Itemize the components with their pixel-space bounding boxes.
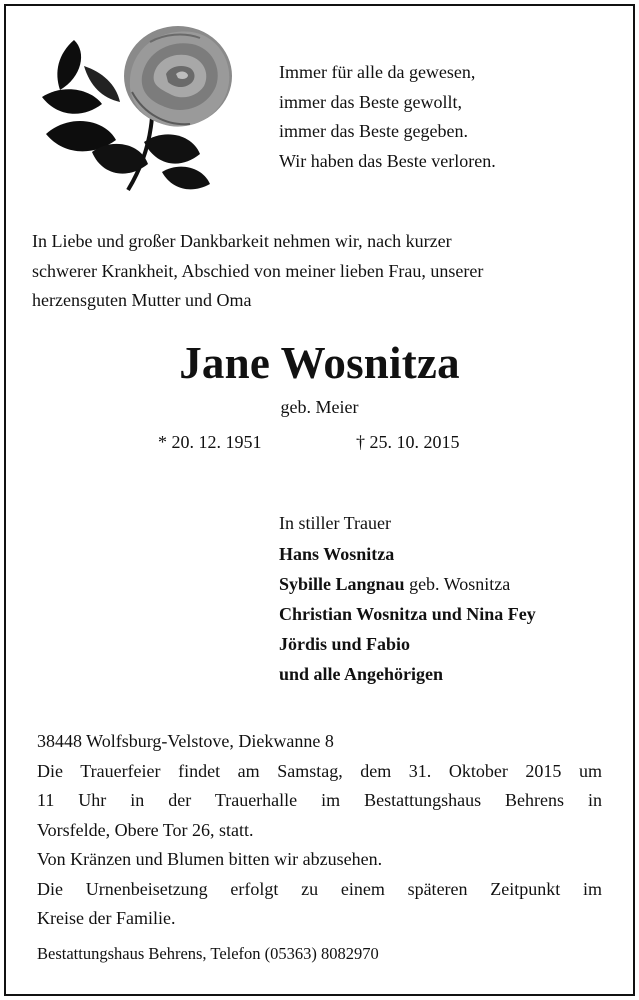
mourner-name: Christian Wosnitza und Nina Fey	[279, 604, 536, 624]
intro-text	[32, 227, 594, 316]
mourners-block	[279, 508, 536, 689]
funeral-line: Die Trauerfeier findet am Samstag, dem 31. Oktober 2015 um	[37, 760, 602, 781]
mourner-name: Hans Wosnitza	[279, 544, 395, 564]
address: 38448 Wolfsburg-Velstove, Diekwanne 8	[37, 731, 334, 751]
death-date: † 25. 10. 2015	[356, 432, 460, 452]
urn-line: Kreise der Familie.	[37, 908, 176, 928]
mourner-name-bold: Sybille Langnau	[279, 574, 405, 594]
flowers-note: Von Kränzen und Blumen bitten wir abzusehen.	[37, 849, 383, 869]
mourner-name	[279, 569, 536, 599]
intro-line: schwerer Krankheit, Abschied von meiner lieben Frau, unserer	[32, 260, 484, 281]
funeral-info	[37, 727, 602, 934]
deceased-name: Jane Wosnitza	[179, 338, 460, 388]
poem	[279, 58, 496, 176]
urn-line: Die Urnenbeisetzung erfolgt zu einem späteren Zeitpunkt im	[37, 878, 602, 899]
poem-line: Immer für alle da gewesen,	[279, 62, 476, 82]
poem-line: immer das Beste gegeben.	[279, 121, 468, 141]
funeral-home-contact: Bestattungshaus Behrens, Telefon (05363) 8082970	[37, 944, 379, 963]
mourner-maiden-name: geb. Wosnitza	[404, 574, 511, 594]
poem-line: Wir haben das Beste verloren.	[279, 150, 496, 171]
birth-date: * 20. 12. 1951	[158, 432, 262, 452]
intro-line: herzensguten Mutter und Oma	[32, 290, 252, 310]
poem-line: immer das Beste gewollt,	[279, 91, 462, 112]
mourner-name: Jördis und Fabio	[279, 634, 411, 654]
birth-name: geb. Meier	[280, 397, 359, 417]
funeral-line: 11 Uhr in der Trauerhalle im Bestattungshaus Behrens in	[37, 790, 602, 810]
rose-icon	[32, 22, 242, 192]
intro-line: In Liebe und großer Dankbarkeit nehmen wir, nach kurzer	[32, 231, 452, 251]
mourner-name: und alle Angehörigen	[279, 664, 444, 684]
mourners-intro: In stiller Trauer	[279, 513, 391, 533]
funeral-line: Vorsfelde, Obere Tor 26, statt.	[37, 819, 254, 840]
